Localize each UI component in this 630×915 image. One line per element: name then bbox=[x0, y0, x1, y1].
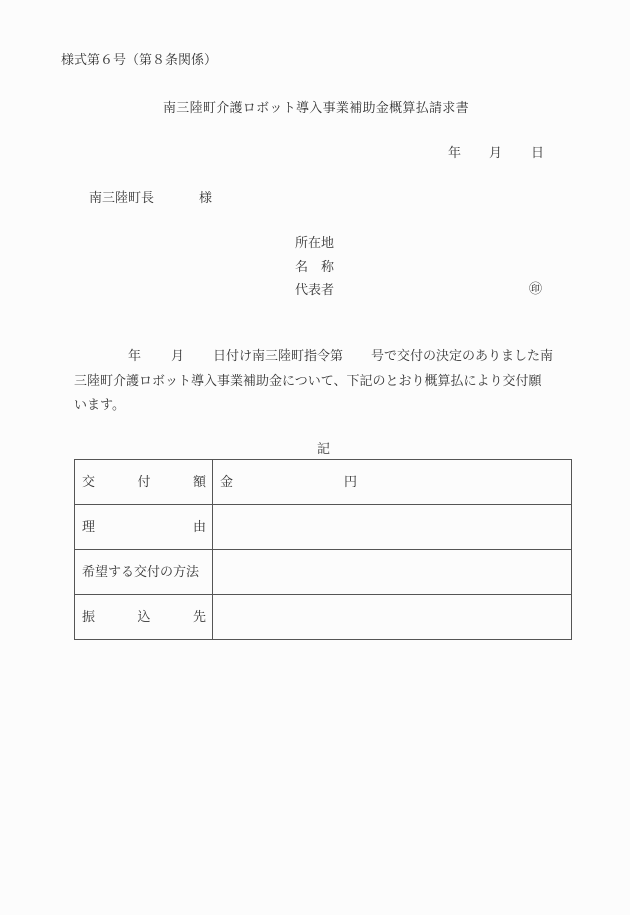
seal-icon: ㊞ bbox=[529, 282, 543, 297]
payment-method-label: 希望する交付の方法 bbox=[75, 550, 213, 595]
date-month-label: 月 bbox=[489, 146, 503, 161]
body-paragraph-line-3: います。 bbox=[74, 398, 125, 413]
table-row-payment-method bbox=[75, 550, 572, 595]
transfer-destination-label: 振 込 先 bbox=[75, 595, 213, 640]
body-month-label: 月 bbox=[171, 349, 185, 364]
grant-amount-field[interactable] bbox=[213, 460, 572, 505]
date-day-label: 日 bbox=[531, 146, 545, 161]
reason-field[interactable] bbox=[213, 505, 572, 550]
applicant-representative-label: 代表者 bbox=[295, 283, 335, 298]
addressee-honorific: 様 bbox=[199, 191, 213, 206]
ki-heading: 記 bbox=[317, 442, 331, 457]
body-text-a: 日付け南三陸町指令第 bbox=[213, 349, 344, 364]
body-paragraph-line-2: 三陸町介護ロボット導入事業補助金について、下記のとおり概算払により交付願 bbox=[74, 374, 542, 389]
table-row-grant-amount bbox=[75, 460, 572, 505]
amount-suffix: 円 bbox=[344, 474, 358, 490]
addressee-name: 南三陸町長 bbox=[89, 191, 155, 206]
date-year-label: 年 bbox=[448, 146, 462, 161]
body-text-b: 号で交付の決定のありました南 bbox=[371, 349, 554, 364]
table-row-transfer-destination bbox=[75, 595, 572, 640]
form-number: 様式第６号（第８条関係） bbox=[61, 53, 218, 68]
document-title: 南三陸町介護ロボット導入事業補助金概算払請求書 bbox=[163, 101, 469, 116]
details-table bbox=[74, 459, 572, 640]
payment-method-field[interactable] bbox=[213, 550, 572, 595]
applicant-address-label: 所在地 bbox=[295, 236, 335, 251]
grant-amount-label: 交 付 額 bbox=[75, 460, 213, 505]
body-paragraph-line-1 bbox=[128, 350, 553, 363]
amount-prefix: 金 bbox=[220, 474, 234, 490]
applicant-name-label: 名 称 bbox=[295, 260, 335, 275]
body-year-label: 年 bbox=[128, 349, 142, 364]
transfer-destination-field[interactable] bbox=[213, 595, 572, 640]
reason-label: 理 由 bbox=[75, 505, 213, 550]
table-row-reason bbox=[75, 505, 572, 550]
